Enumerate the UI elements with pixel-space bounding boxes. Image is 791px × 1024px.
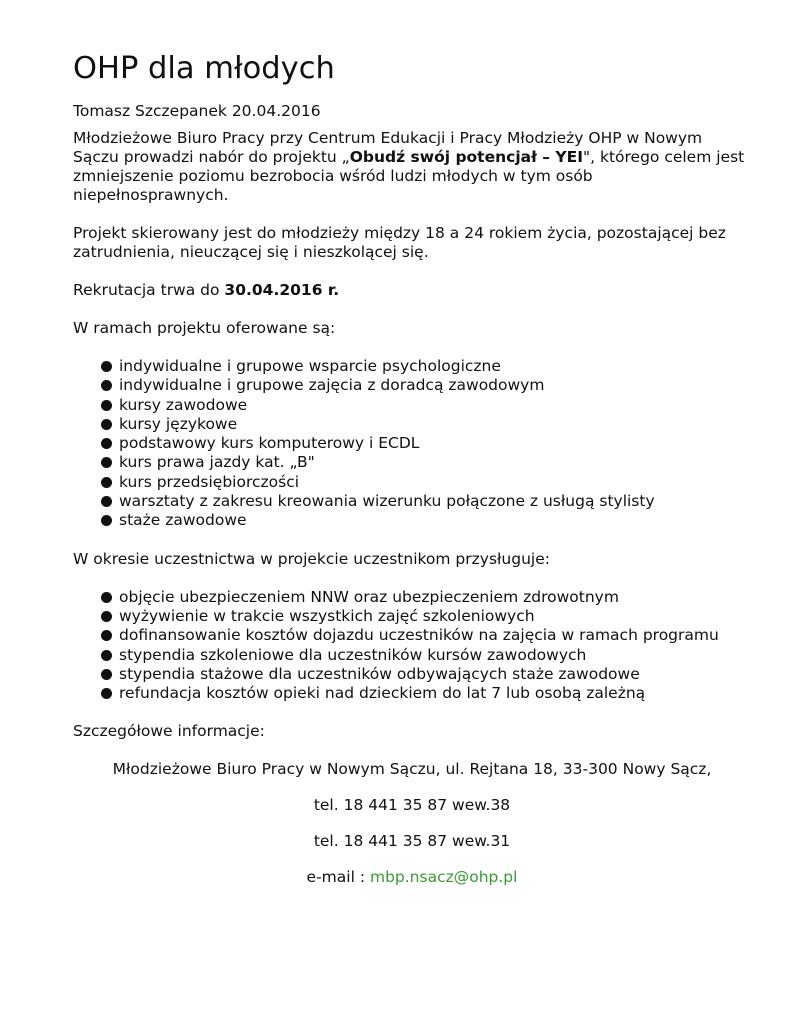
recruitment-text: Rekrutacja trwa do xyxy=(73,281,225,299)
list-item: kurs przedsiębiorczości xyxy=(101,473,751,492)
list-item: refundacja kosztów opieki nad dzieckiem do lat 7 lub osobą zależną xyxy=(101,684,751,703)
list-item: podstawowy kurs komputerowy i ECDL xyxy=(101,434,751,453)
list-item: objęcie ubezpieczeniem NNW oraz ubezpieczeniem zdrowotnym xyxy=(101,588,751,607)
page-title: OHP dla młodych xyxy=(73,51,335,86)
list-item: stypendia szkoleniowe dla uczestników kursów zawodowych xyxy=(101,646,751,665)
list-item: wyżywienie w trakcie wszystkich zajęć szkoleniowych xyxy=(101,607,751,626)
project-name: Obudź swój potencjał – YEI xyxy=(349,148,583,166)
list-item: indywidualne i grupowe zajęcia z doradcą zawodowym xyxy=(101,376,751,395)
recruitment-deadline: 30.04.2016 r. xyxy=(224,281,340,299)
list-item: indywidualne i grupowe wsparcie psychologiczne xyxy=(101,357,751,376)
contact-block xyxy=(0,760,791,887)
benefits-list xyxy=(73,588,751,704)
intro-paragraph xyxy=(73,129,751,205)
contact-email-line xyxy=(73,868,751,887)
list-item: kurs prawa jazdy kat. „B" xyxy=(101,453,751,472)
list-item: kursy językowe xyxy=(101,415,751,434)
recruitment-paragraph xyxy=(73,281,751,300)
intro-text-after: ", którego celem jest zmniejszenie poziomu bezrobocia wśród ludzi młodych w tym osób niepełnosprawnych. xyxy=(73,148,745,204)
contact-phone-1: tel. 18 441 35 87 wew.38 xyxy=(313,796,511,815)
list-item: dofinansowanie kosztów dojazdu uczestników na zajęcia w ramach programu xyxy=(101,626,751,645)
contact-address: Młodzieżowe Biuro Pracy w Nowym Sączu, ul. Rejtana 18, 33-300 Nowy Sącz, xyxy=(112,760,712,779)
list-item: warsztaty z zakresu kreowania wizerunku połączone z usługą stylisty xyxy=(101,492,751,511)
offer-heading: W ramach projektu oferowane są: xyxy=(73,319,336,337)
contact-phone-2: tel. 18 441 35 87 wew.31 xyxy=(313,832,511,851)
email-label: e-mail : xyxy=(306,868,370,887)
benefits-heading: W okresie uczestnictwa w projekcie uczestnikom przysługuje: xyxy=(73,549,550,568)
intro-text-before: Młodzieżowe Biuro Pracy przy Centrum Edukacji i Pracy Młodzieży OHP w Nowym Sączu prowadzi nabór do projektu „ xyxy=(73,129,703,166)
list-item: stypendia stażowe dla uczestników odbywających staże zawodowe xyxy=(101,665,751,684)
details-heading: Szczegółowe informacje: xyxy=(73,722,265,741)
target-paragraph: Projekt skierowany jest do młodzieży między 18 a 24 rokiem życia, pozostającej bez zatrudnienia, nieuczącej się i nieszkolącej się. xyxy=(73,224,726,261)
author-date: Tomasz Szczepanek 20.04.2016 xyxy=(73,102,321,120)
offer-list xyxy=(73,357,751,531)
list-item: staże zawodowe xyxy=(101,511,751,530)
list-item: kursy zawodowe xyxy=(101,396,751,415)
email-link[interactable]: mbp.nsacz@ohp.pl xyxy=(369,868,518,887)
